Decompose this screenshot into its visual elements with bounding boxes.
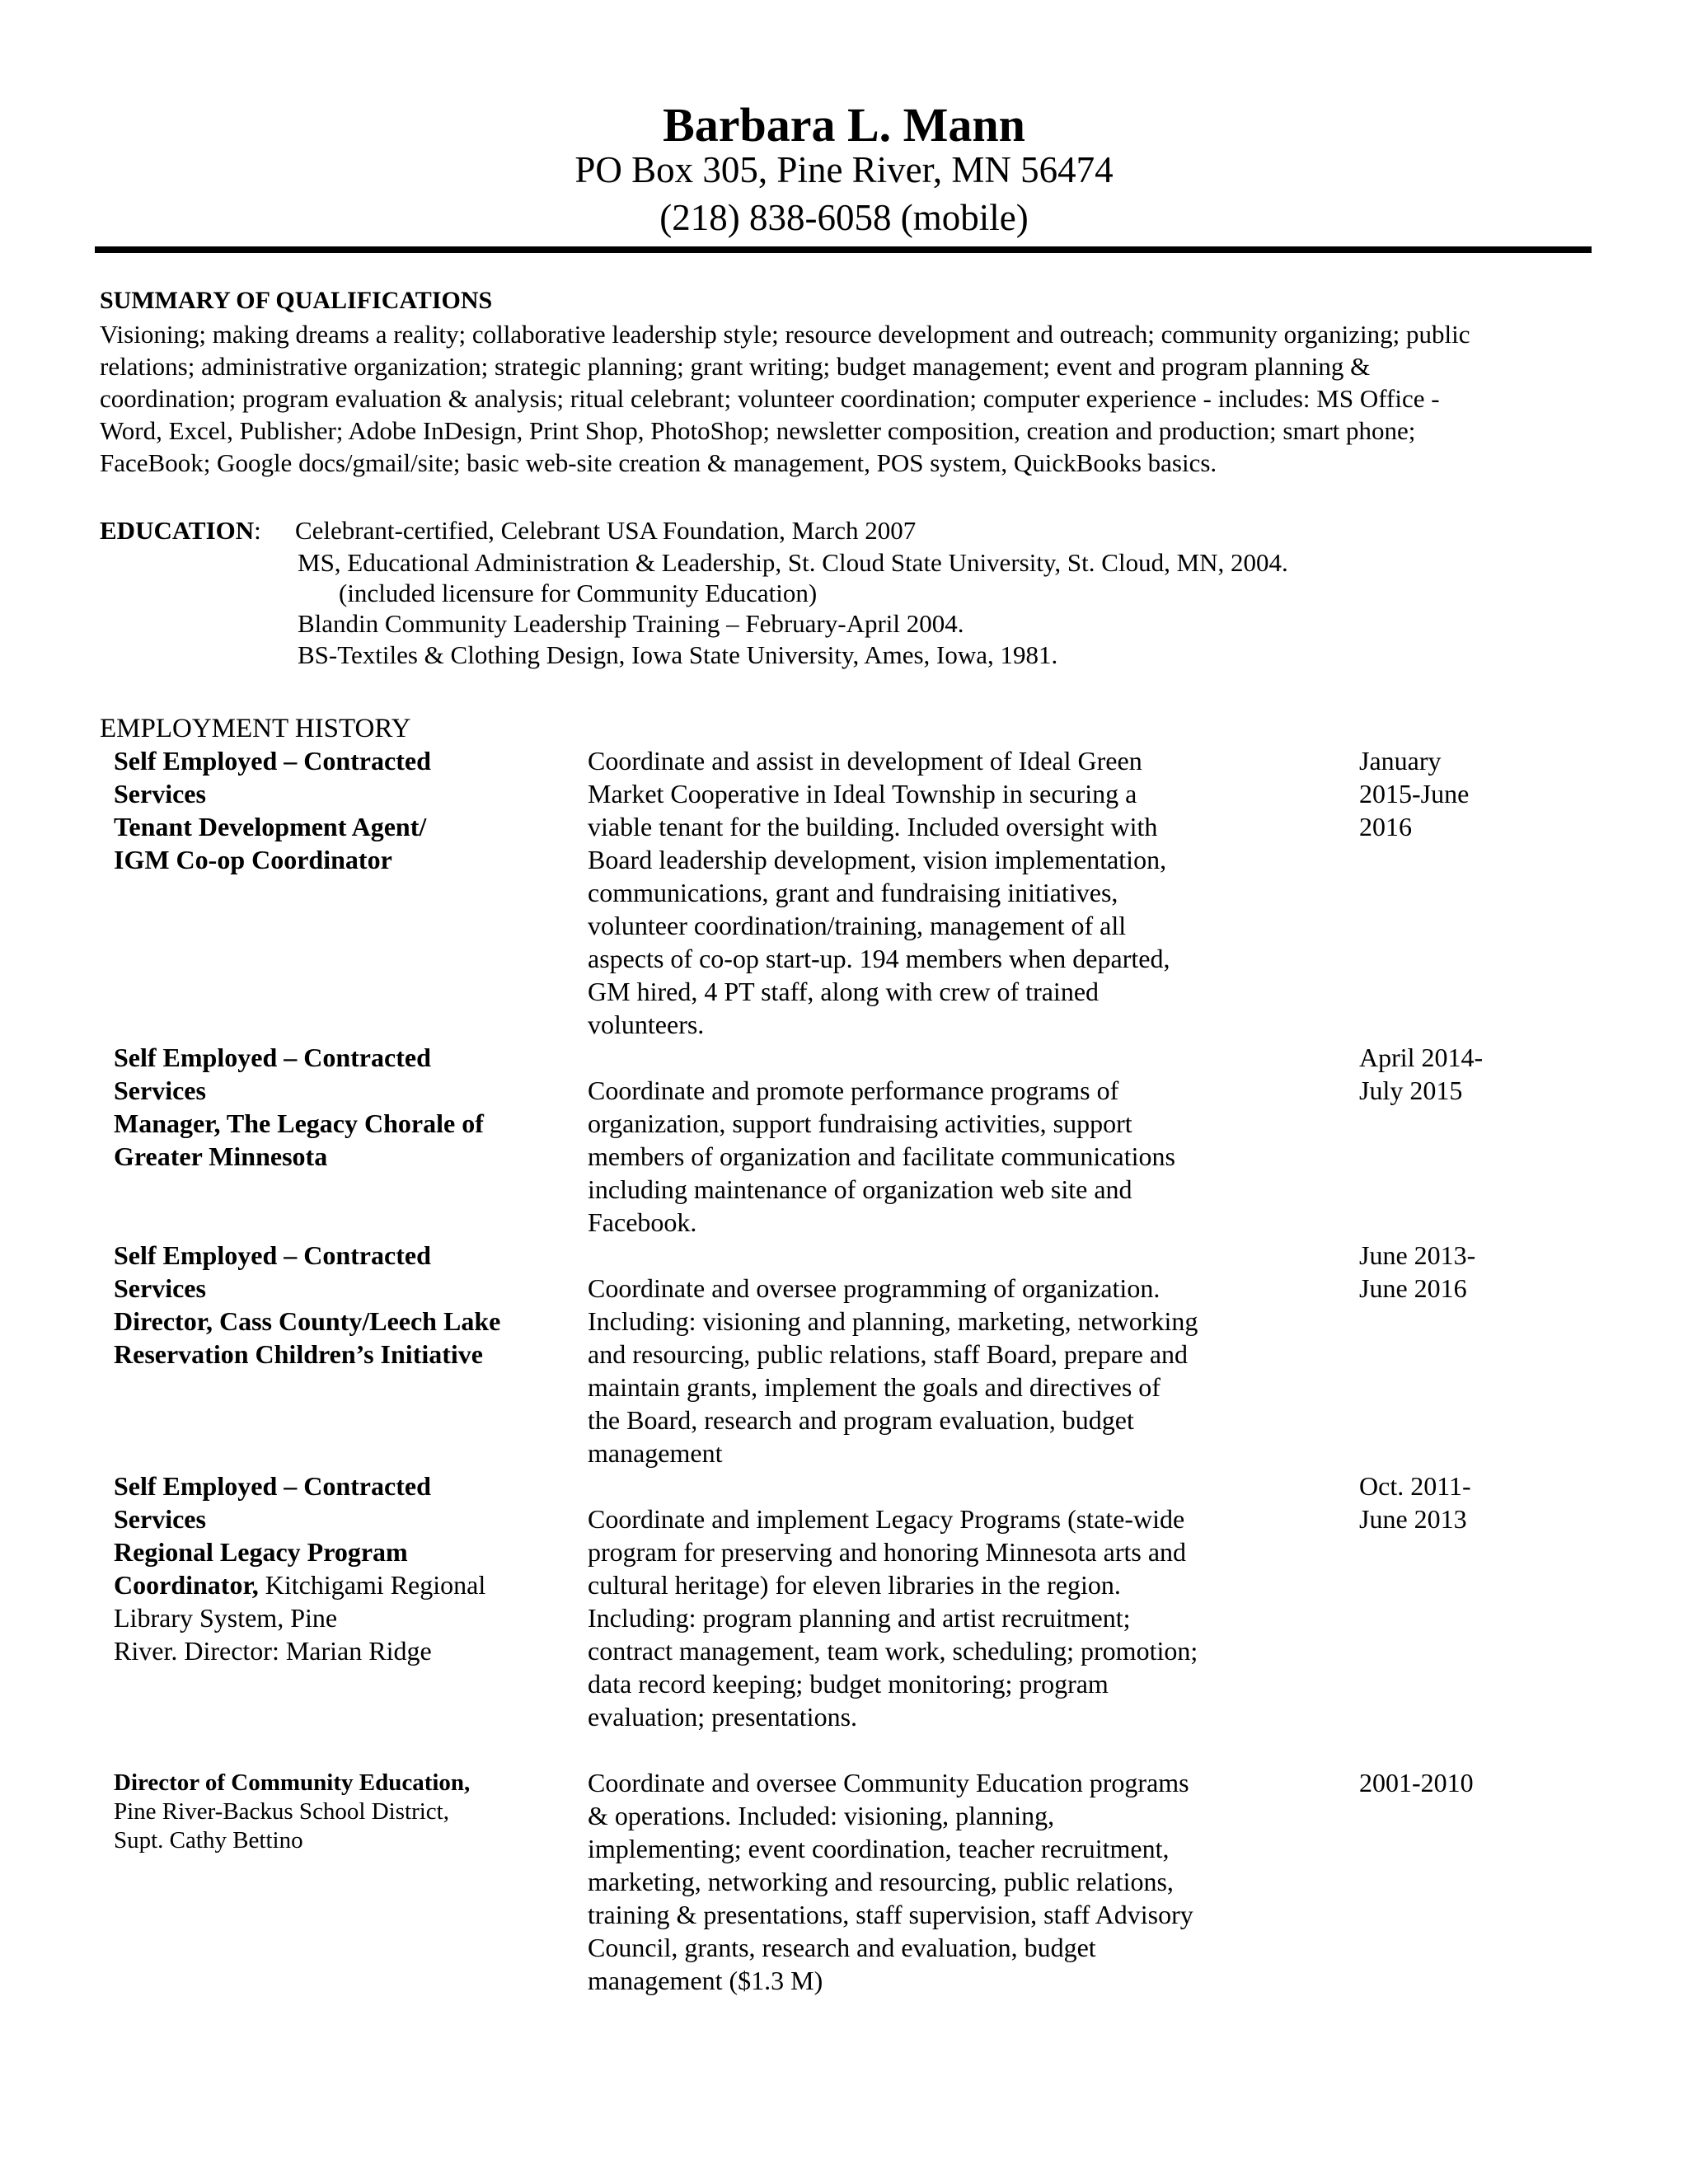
job-description-line: Council, grants, research and evaluation, budget xyxy=(588,1933,1096,1962)
job-title-line: Services xyxy=(114,1504,206,1534)
job-title-line: Coordinator, xyxy=(114,1570,259,1600)
summary-body xyxy=(100,318,1592,479)
job-title-line: Manager, The Legacy Chorale of xyxy=(114,1108,484,1138)
job-description xyxy=(588,1502,1346,1733)
job-title-block xyxy=(114,1239,559,1371)
resume-name: Barbara L. Mann xyxy=(663,98,1025,152)
job-description-line: organization, support fundraising activities, support xyxy=(588,1108,1132,1138)
job-description-line: data record keeping; budget monitoring; program xyxy=(588,1669,1109,1699)
job-title-block xyxy=(114,1769,559,1855)
job-description xyxy=(588,1074,1346,1239)
job-description xyxy=(588,744,1346,1041)
job-description-line: volunteers. xyxy=(588,1010,705,1039)
job-title-line: Reservation Children’s Initiative xyxy=(114,1339,483,1369)
job-description-line: Coordinate and promote performance programs of xyxy=(588,1076,1119,1105)
job-description-line: members of organization and facilitate communications xyxy=(588,1141,1175,1171)
job-title-block xyxy=(114,744,559,876)
job-date-line: April 2014- xyxy=(1359,1043,1484,1072)
education-item: Blandin Community Leadership Training – February-April 2004. xyxy=(298,609,964,638)
education-heading: EDUCATION xyxy=(100,516,255,545)
job-description-line: GM hired, 4 PT staff, along with crew of trained xyxy=(588,977,1100,1006)
job-description-line: training & presentations, staff supervision, staff Advisory xyxy=(588,1900,1193,1929)
job-date-line: Oct. 2011- xyxy=(1359,1471,1471,1501)
job-dates xyxy=(1359,1239,1524,1305)
job-title-line: Self Employed – Contracted xyxy=(114,1043,431,1072)
job-description-line: Facebook. xyxy=(588,1207,697,1237)
job-date-line: 2015-June xyxy=(1359,779,1470,808)
job-date-line: June 2013- xyxy=(1359,1240,1476,1270)
job-title-line: Services xyxy=(114,1273,206,1303)
job-title-line: Director of Community Education, xyxy=(114,1769,471,1796)
education-item: MS, Educational Administration & Leadership, St. Cloud State University, St. Cloud, MN, 2004. xyxy=(298,548,1288,577)
job-description-line: cultural heritage) for eleven libraries in the region. xyxy=(588,1570,1121,1600)
job-date-line: June 2016 xyxy=(1359,1273,1467,1303)
job-description-line: management xyxy=(588,1438,723,1468)
job-description-line: Including: visioning and planning, marketing, networking xyxy=(588,1306,1198,1336)
job-description-line: viable tenant for the building. Included oversight with xyxy=(588,812,1158,841)
job-description-line: including maintenance of organization web site and xyxy=(588,1174,1132,1204)
employer-line: Library System, Pine xyxy=(114,1603,338,1633)
job-description-line: maintain grants, implement the goals and directives of xyxy=(588,1372,1160,1402)
job-description-line: aspects of co-op start-up. 194 members when departed, xyxy=(588,944,1170,973)
education-colon: : xyxy=(254,516,261,545)
job-description-line: Including: program planning and artist recruitment; xyxy=(588,1603,1131,1633)
job-date-line: 2016 xyxy=(1359,812,1412,841)
job-dates xyxy=(1359,1766,1524,1799)
job-title-line: Director, Cass County/Leech Lake xyxy=(114,1306,501,1336)
job-description-line: Coordinate and oversee Community Education programs xyxy=(588,1768,1189,1797)
summary-line: FaceBook; Google docs/gmail/site; basic web-site creation & management, POS system, QuickBooks basics. xyxy=(100,448,1217,477)
job-title-block xyxy=(114,1041,559,1173)
job-description xyxy=(588,1766,1346,1997)
employment-heading: EMPLOYMENT HISTORY xyxy=(100,714,411,743)
phone-number: (218) 838-6058 (mobile) xyxy=(659,197,1029,238)
job-title-line: Regional Legacy Program xyxy=(114,1537,408,1567)
summary-heading: SUMMARY OF QUALIFICATIONS xyxy=(100,287,493,314)
job-title-line: Greater Minnesota xyxy=(114,1141,328,1171)
job-title-line: Self Employed – Contracted xyxy=(114,1471,431,1501)
employer-line: Pine River-Backus School District, xyxy=(114,1798,449,1825)
job-description-line: Market Cooperative in Ideal Township in securing a xyxy=(588,779,1137,808)
job-description-line: program for preserving and honoring Minnesota arts and xyxy=(588,1537,1187,1567)
job-description-line: communications, grant and fundraising initiatives, xyxy=(588,878,1118,907)
employer-line: Kitchigami Regional xyxy=(258,1570,486,1600)
job-description-line: marketing, networking and resourcing, public relations, xyxy=(588,1867,1174,1896)
job-description-line: implementing; event coordination, teacher recruitment, xyxy=(588,1834,1170,1863)
job-description-line: evaluation; presentations. xyxy=(588,1702,858,1732)
job-description-line: & operations. Included: visioning, planning, xyxy=(588,1801,1055,1830)
employer-line: River. Director: Marian Ridge xyxy=(114,1636,432,1666)
education-item: Celebrant-certified, Celebrant USA Foundation, March 2007 xyxy=(295,516,917,545)
job-dates xyxy=(1359,1041,1524,1107)
employer-line: Supt. Cathy Bettino xyxy=(114,1827,303,1854)
summary-line: Visioning; making dreams a reality; collaborative leadership style; resource development and outreach; community organizing; public xyxy=(100,320,1470,349)
job-date-line: June 2013 xyxy=(1359,1504,1467,1534)
job-description-line: Board leadership development, vision implementation, xyxy=(588,845,1167,874)
education-item: BS-Textiles & Clothing Design, Iowa State University, Ames, Iowa, 1981. xyxy=(298,640,1058,669)
job-title-line: IGM Co-op Coordinator xyxy=(114,845,392,874)
job-description-line: management ($1.3 M) xyxy=(588,1966,823,1995)
job-dates xyxy=(1359,744,1524,843)
job-title-line: Self Employed – Contracted xyxy=(114,746,431,776)
mailing-address: PO Box 305, Pine River, MN 56474 xyxy=(574,149,1114,190)
job-description xyxy=(588,1272,1346,1469)
job-title-block xyxy=(114,1469,559,1667)
job-title-line: Services xyxy=(114,779,206,808)
header-divider xyxy=(95,246,1592,253)
job-description-line: Coordinate and assist in development of Ideal Green xyxy=(588,746,1142,776)
summary-line: Word, Excel, Publisher; Adobe InDesign, Print Shop, PhotoShop; newsletter composition, creation and production; smart phone; xyxy=(100,416,1416,445)
job-date-line: July 2015 xyxy=(1359,1076,1463,1105)
job-title-line: Services xyxy=(114,1076,206,1105)
job-dates xyxy=(1359,1469,1524,1535)
summary-line: coordination; program evaluation & analysis; ritual celebrant; volunteer coordination; computer experience - includes: MS Office - xyxy=(100,384,1440,413)
job-title-line: Tenant Development Agent/ xyxy=(114,812,427,841)
job-date-line: 2001-2010 xyxy=(1359,1768,1474,1797)
job-description-line: contract management, team work, scheduling; promotion; xyxy=(588,1636,1198,1666)
job-description-line: and resourcing, public relations, staff Board, prepare and xyxy=(588,1339,1189,1369)
job-description-line: Coordinate and implement Legacy Programs (state-wide xyxy=(588,1504,1185,1534)
education-item: (included licensure for Community Education) xyxy=(339,579,818,607)
job-description-line: volunteer coordination/training, management of all xyxy=(588,911,1127,940)
job-title-line: Self Employed – Contracted xyxy=(114,1240,431,1270)
job-description-line: the Board, research and program evaluation, budget xyxy=(588,1405,1134,1435)
job-description-line: Coordinate and oversee programming of organization. xyxy=(588,1273,1160,1303)
summary-line: relations; administrative organization; strategic planning; grant writing; budget management; event and program planning & xyxy=(100,352,1371,381)
job-date-line: January xyxy=(1359,746,1442,776)
